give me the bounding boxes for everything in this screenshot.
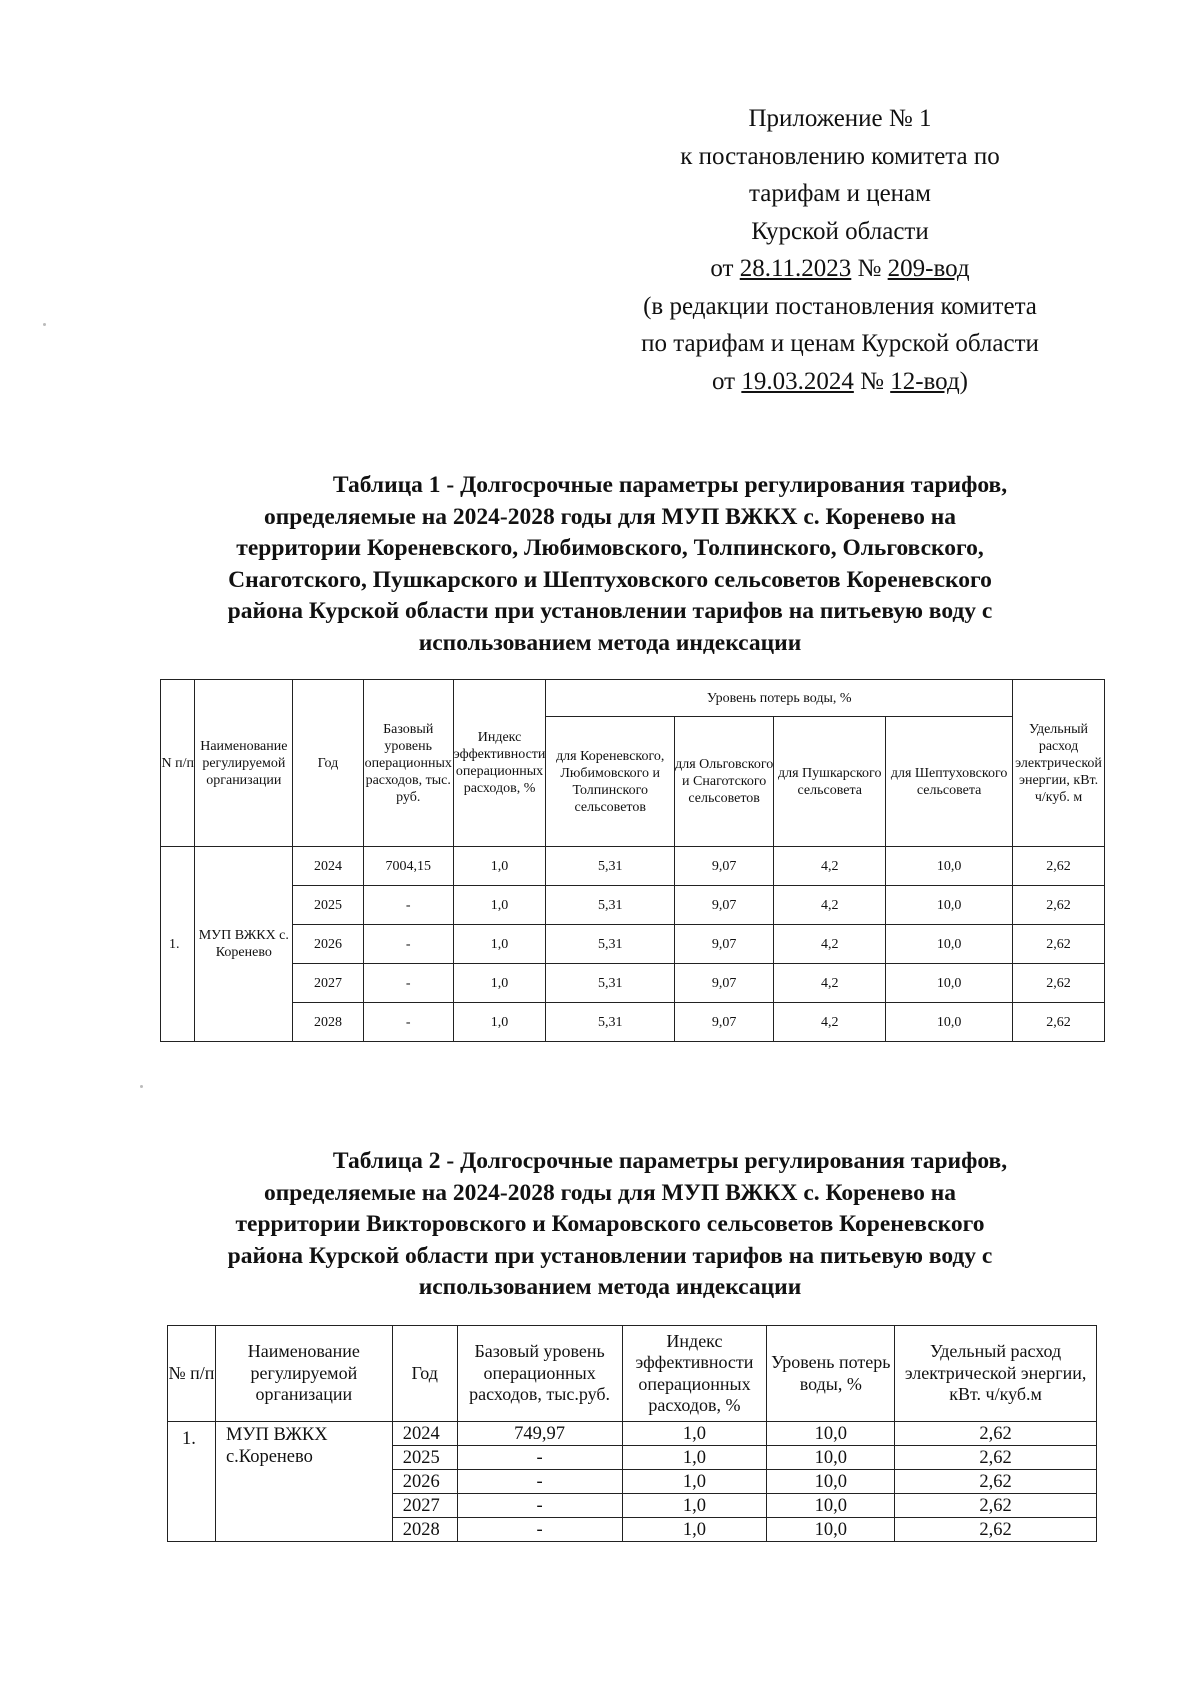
cell-base: - [457, 1518, 622, 1542]
cell-loss: 10,0 [767, 1518, 895, 1542]
appendix-line-5: от 28.11.2023 № 209-вод [710, 255, 970, 282]
cell-base: 7004,15 [363, 847, 453, 886]
cell-energy: 2,62 [895, 1470, 1097, 1494]
col-header-no: № п/п [168, 1326, 216, 1422]
row-number: 1. [168, 1422, 216, 1542]
cell-year: 2028 [392, 1518, 457, 1542]
cell-base: - [363, 1003, 453, 1042]
cell-loss: 10,0 [767, 1422, 895, 1446]
cell-energy: 2,62 [895, 1446, 1097, 1470]
scan-speck [140, 1085, 143, 1088]
cell-energy: 2,62 [895, 1518, 1097, 1542]
cell-index: 1,0 [622, 1518, 767, 1542]
cell-loss: 10,0 [767, 1470, 895, 1494]
cell-year: 2027 [392, 1494, 457, 1518]
table2-title: Таблица 2 - Долгосрочные параметры регулирования тарифов, определяемые на 2024-2028 годы для МУП ВЖКХ с. Коренево на территории Викторовского и Комаровского сельсоветов Кореневского района Курской области при установлении тарифов на питьевую воду с использованием метода индексации [227, 1148, 1008, 1300]
cell-base: - [363, 925, 453, 964]
appendix-line-8: от 19.03.2024 № 12-вод) [711, 367, 968, 395]
cell-base: - [363, 886, 453, 925]
cell-loss-a: 5,31 [546, 847, 675, 886]
cell-loss-d: 10,0 [886, 886, 1013, 925]
resolution-date: 28.11.2023 [739, 255, 852, 282]
col-header-energy: Удельный расход электрической энергии, кВт. ч/куб. м [1013, 680, 1105, 847]
appendix-line-2: к постановлению комитета по [680, 142, 1000, 170]
cell-index: 1,0 [453, 886, 546, 925]
col-header-org: Наименование регулируемой организации [195, 680, 293, 847]
appendix-line-6: (в редакции постановления комитета [643, 292, 1037, 320]
cell-base: - [457, 1446, 622, 1470]
appendix-line-1: Приложение № 1 [748, 105, 932, 132]
cell-loss-b: 9,07 [675, 964, 774, 1003]
appendix-line-4: Курской области [751, 217, 929, 245]
table-row [161, 1003, 1105, 1042]
table-row [161, 925, 1105, 964]
cell-base: - [457, 1470, 622, 1494]
cell-base: - [457, 1494, 622, 1518]
col-header-index: Индекс эффективности операционных расходов, % [622, 1326, 767, 1422]
cell-loss-c: 4,2 [774, 925, 886, 964]
org-name: МУП ВЖКХ с. Коренево [195, 847, 293, 1042]
cell-energy: 2,62 [1013, 886, 1105, 925]
appendix-line-3: тарифам и ценам [749, 180, 931, 207]
cell-energy: 2,62 [1013, 847, 1105, 886]
cell-energy: 2,62 [895, 1422, 1097, 1446]
col-header-index: Индекс эффективности операционных расходов, % [453, 680, 546, 847]
cell-year: 2026 [392, 1470, 457, 1494]
cell-energy: 2,62 [1013, 925, 1105, 964]
col-header-org: Наименование регулируемой организации [215, 1326, 392, 1422]
cell-loss: 10,0 [767, 1494, 895, 1518]
cell-loss-c: 4,2 [774, 886, 886, 925]
cell-loss-d: 10,0 [886, 964, 1013, 1003]
amendment-date: 19.03.2024 [741, 367, 854, 395]
cell-year: 2025 [392, 1446, 457, 1470]
cell-year: 2025 [293, 886, 364, 925]
col-header-loss-a: для Кореневского, Любимовского и Толпинского сельсоветов [546, 717, 675, 847]
col-header-loss: Уровень потерь воды, % [767, 1326, 895, 1422]
table-row [161, 964, 1105, 1003]
cell-year: 2024 [293, 847, 364, 886]
cell-loss-d: 10,0 [886, 847, 1013, 886]
resolution-number: 209-вод [887, 255, 970, 282]
cell-loss-a: 5,31 [546, 886, 675, 925]
cell-loss-b: 9,07 [675, 847, 774, 886]
table-row [161, 847, 1105, 886]
cell-loss-a: 5,31 [546, 1003, 675, 1042]
cell-base: 749,97 [457, 1422, 622, 1446]
cell-year: 2024 [392, 1422, 457, 1446]
cell-energy: 2,62 [895, 1494, 1097, 1518]
col-header-loss-b: для Ольговского и Снаготского сельсоветов [675, 717, 774, 847]
col-header-loss-d: для Шептуховского сельсовета [886, 717, 1013, 847]
col-header-year: Год [392, 1326, 457, 1422]
cell-index: 1,0 [622, 1494, 767, 1518]
row-number: 1. [161, 847, 195, 1042]
cell-loss-b: 9,07 [675, 886, 774, 925]
table2 [167, 1325, 1097, 1542]
table1 [160, 679, 1105, 1042]
appendix-header [600, 100, 1080, 400]
cell-loss-b: 9,07 [675, 925, 774, 964]
cell-base: - [363, 964, 453, 1003]
cell-index: 1,0 [622, 1422, 767, 1446]
cell-loss-c: 4,2 [774, 1003, 886, 1042]
table1-title: Таблица 1 - Долгосрочные параметры регулирования тарифов, определяемые на 2024-2028 годы для МУП ВЖКХ с. Коренево на территории Кореневского, Любимовского, Толпинского, Ольговского, Снаготского, Пушкарского и Шептуховского сельсоветов Кореневского района Курской области при установлении тарифов на питьевую воду с использованием метода индексации [227, 472, 1008, 656]
cell-index: 1,0 [453, 847, 546, 886]
scan-speck [43, 323, 46, 326]
cell-loss-c: 4,2 [774, 964, 886, 1003]
cell-loss-c: 4,2 [774, 847, 886, 886]
cell-loss-a: 5,31 [546, 925, 675, 964]
cell-index: 1,0 [453, 925, 546, 964]
cell-energy: 2,62 [1013, 1003, 1105, 1042]
cell-index: 1,0 [453, 1003, 546, 1042]
cell-loss-d: 10,0 [886, 925, 1013, 964]
col-header-no: N п/п [161, 680, 195, 847]
col-header-loss-c: для Пушкарского сельсовета [774, 717, 886, 847]
appendix-line-7: по тарифам и ценам Курской области [641, 330, 1039, 357]
table-row [161, 886, 1105, 925]
cell-index: 1,0 [453, 964, 546, 1003]
cell-year: 2027 [293, 964, 364, 1003]
table-row [168, 1422, 1097, 1446]
col-header-base: Базовый уровень операционных расходов, тыс. руб. [363, 680, 453, 847]
col-header-loss-group: Уровень потерь воды, % [546, 680, 1013, 717]
amendment-number: 12-вод [890, 367, 960, 395]
cell-loss-d: 10,0 [886, 1003, 1013, 1042]
cell-index: 1,0 [622, 1446, 767, 1470]
cell-loss: 10,0 [767, 1446, 895, 1470]
col-header-energy: Удельный расход электрической энергии, кВт. ч/куб.м [895, 1326, 1097, 1422]
org-name: МУП ВЖКХ с.Коренево [215, 1422, 392, 1542]
cell-loss-a: 5,31 [546, 964, 675, 1003]
cell-loss-b: 9,07 [675, 1003, 774, 1042]
col-header-year: Год [293, 680, 364, 847]
cell-year: 2026 [293, 925, 364, 964]
col-header-base: Базовый уровень операционных расходов, тыс.руб. [457, 1326, 622, 1422]
cell-index: 1,0 [622, 1470, 767, 1494]
cell-year: 2028 [293, 1003, 364, 1042]
cell-energy: 2,62 [1013, 964, 1105, 1003]
